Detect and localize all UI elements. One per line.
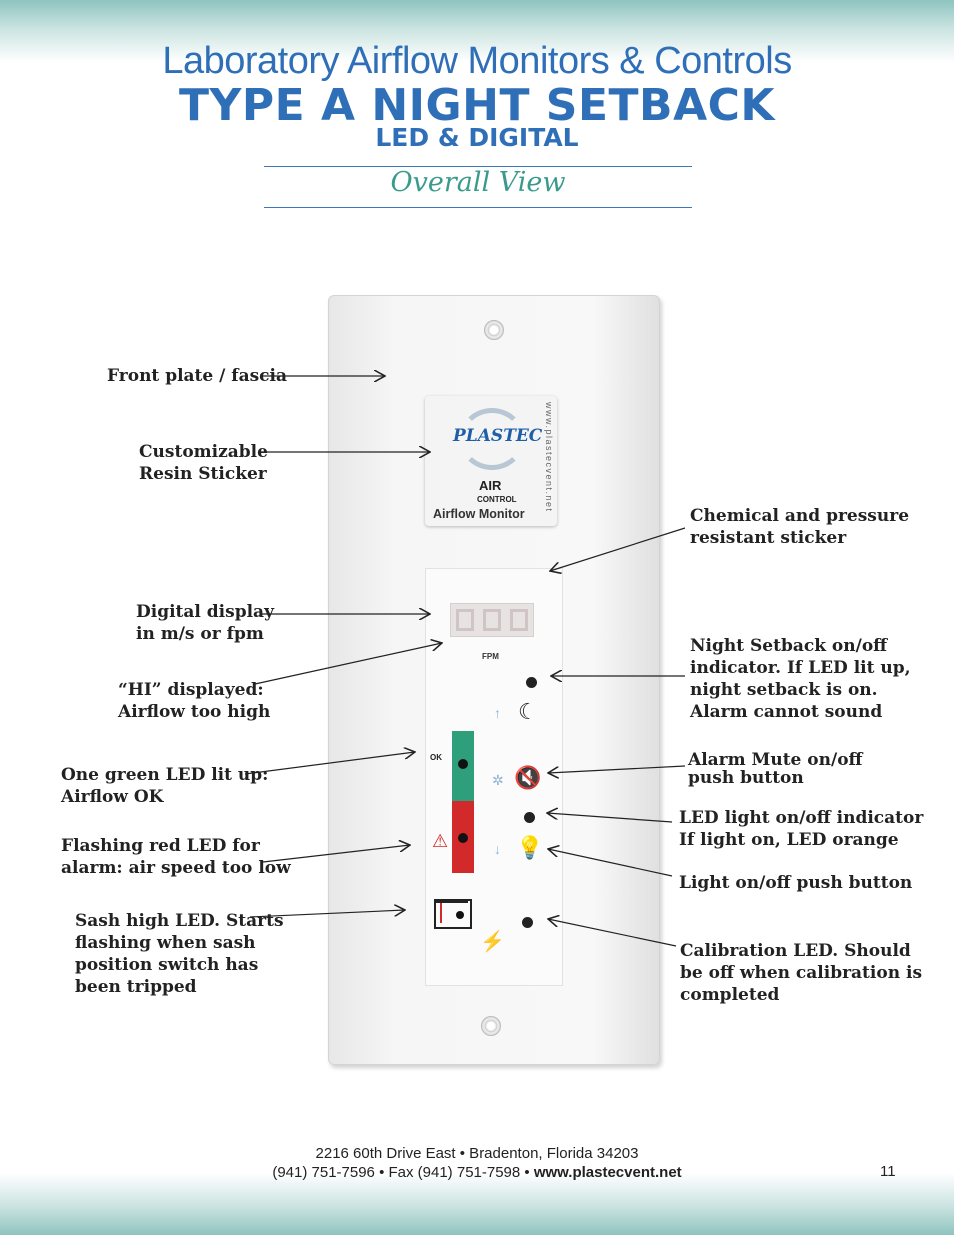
callout-sticker-2: Resin Sticker (139, 464, 267, 484)
brand-logo: PLASTEC (453, 426, 543, 446)
arrow-light-btn (548, 849, 672, 876)
section-heading: Overall View (390, 167, 566, 198)
callout-digital-2: in m/s or fpm (136, 624, 264, 644)
callout-night-1: Night Setback on/off (690, 636, 888, 656)
arrow-hi (255, 643, 442, 684)
warning-icon: ⚠ (432, 831, 449, 851)
callout-hi-2: Airflow too high (118, 702, 271, 722)
page-number: 11 (880, 1163, 896, 1180)
callout-hi-1: “HI” displayed: (118, 680, 264, 700)
callout-front-plate: Front plate / fascia (107, 366, 287, 386)
callout-night-3: night setback is on. (690, 680, 878, 700)
callout-sash-4: been tripped (75, 977, 197, 997)
callout-mute-2: push button (688, 768, 804, 788)
down-arrow-icon: ↓ (494, 841, 501, 857)
callout-night-4: Alarm cannot sound (690, 702, 883, 722)
callout-mute-1: Alarm Mute on/off (688, 750, 863, 770)
page-title: TYPE A NIGHT SETBACK (178, 80, 776, 131)
footer-contact (0, 1164, 954, 1181)
sticker-control: CONTROL (477, 495, 517, 504)
fpm-label: FPM (482, 652, 499, 661)
arrow-chemical (550, 528, 685, 571)
arrow-calib (548, 919, 676, 946)
callout-calib-2: be off when calibration is (680, 963, 923, 983)
high-voltage-icon: ⚡ (480, 931, 505, 953)
arrow-green (245, 752, 415, 774)
callout-chemical-2: resistant sticker (690, 528, 847, 548)
callout-red-2: alarm: air speed too low (61, 858, 291, 878)
up-arrow-icon: ↑ (494, 705, 501, 721)
footer-address: 2216 60th Drive East • Bradenton, Florida 34203 (315, 1145, 639, 1162)
alarm-mute-button-icon[interactable]: 🔇 (514, 765, 542, 790)
page-supertitle: Laboratory Airflow Monitors & Controls (162, 40, 792, 82)
callout-light-button: Light on/off push button (679, 873, 913, 893)
arrow-led-light (547, 813, 672, 822)
callout-sash-1: Sash high LED. Starts (75, 911, 284, 931)
moon-icon: ☾ (518, 699, 538, 724)
footer-phone: (941) 751-7596 • Fax (941) 751-7598 • (272, 1164, 530, 1181)
callout-night-2: indicator. If LED lit up, (690, 658, 911, 678)
callout-led-light-1: LED light on/off indicator (679, 808, 924, 828)
callout-calib-3: completed (680, 985, 780, 1005)
sticker-url: www.plastecvent.net (544, 402, 554, 513)
callout-red-1: Flashing red LED for (61, 836, 260, 856)
snowflake-icon: ✲ (492, 772, 504, 788)
callout-chemical-1: Chemical and pressure (690, 506, 910, 526)
sticker-airflow-monitor: Airflow Monitor (433, 507, 525, 521)
callout-sash-3: position switch has (75, 955, 259, 975)
callout-digital-1: Digital display (136, 602, 274, 622)
ok-label: OK (430, 753, 442, 762)
footer-website-link[interactable]: www.plastecvent.net (533, 1164, 682, 1181)
arrow-mute (548, 766, 685, 773)
callout-sticker-1: Customizable (139, 442, 268, 462)
sticker-air: AIR (479, 478, 502, 493)
callout-green-1: One green LED lit up: (61, 765, 269, 785)
light-bulb-button-icon[interactable]: 💡 (516, 835, 544, 860)
page-subtitle: LED & DIGITAL (375, 123, 579, 152)
callout-led-light-2: If light on, LED orange (679, 830, 899, 850)
callout-green-2: Airflow OK (61, 787, 164, 807)
callout-sash-2: flashing when sash (75, 933, 256, 953)
callout-calib-1: Calibration LED. Should (680, 941, 911, 961)
